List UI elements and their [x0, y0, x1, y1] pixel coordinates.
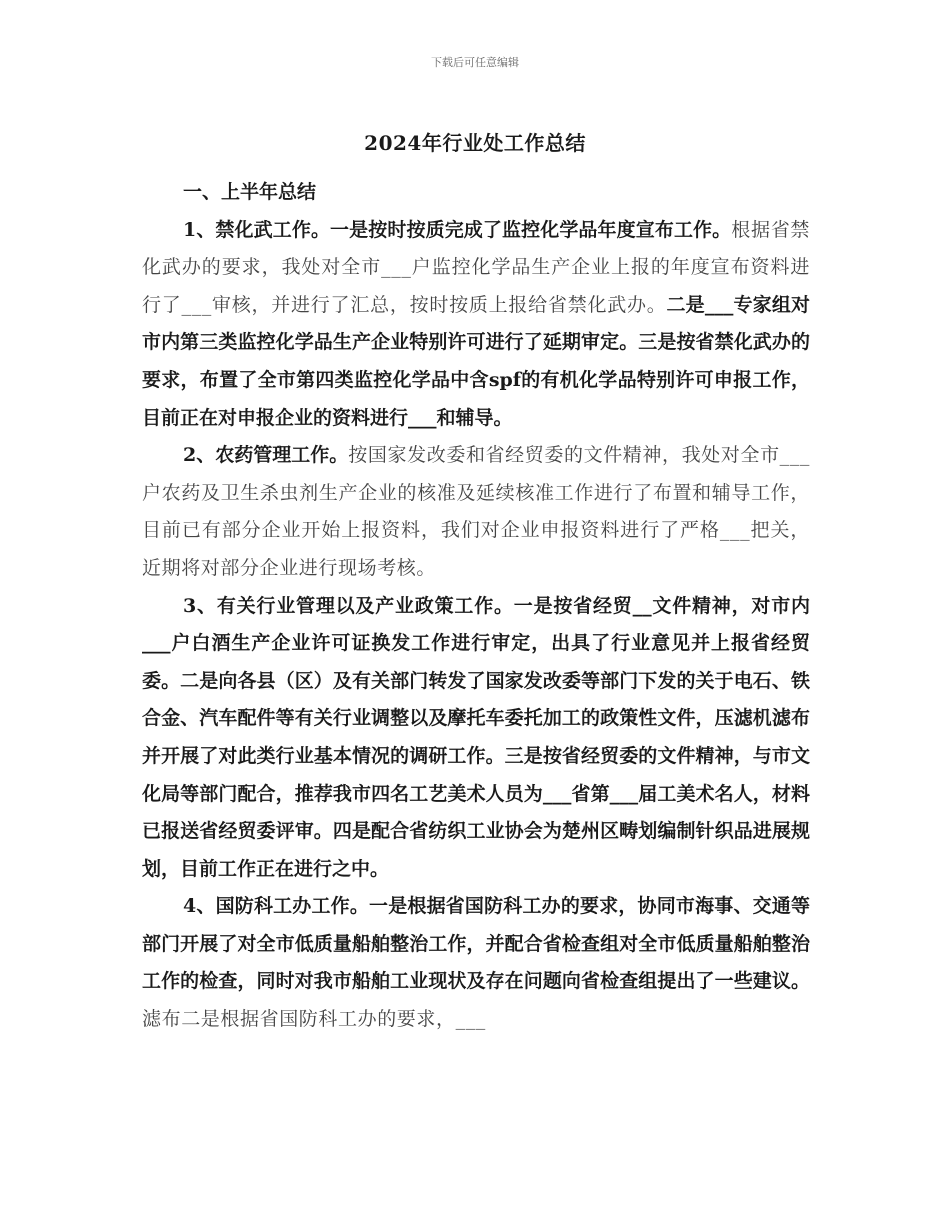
- paragraph-4-lead: 4、国防科工办工作。一是根据省国防科工办的要求，协同市海事、交通等部门开展了对全市低质量船舶整治工作，并配合省检查组对全市低质量船舶整治工作的检查，同时对我市船舶工业现状及存在问题向省检查组提出了一些建议。: [142, 895, 810, 993]
- paragraph-1: [142, 212, 810, 438]
- section-heading: 一、上半年总结: [183, 181, 317, 203]
- document-body: [142, 174, 810, 1039]
- paragraph-1-detail: 根据省禁化武办的要求，我处对全市___户监控化学品生产企业上报的年度宣布资料进行了___审核，并进行了汇总，按时按质上报给省禁化武办。: [142, 218, 810, 316]
- document-title: 2024年行业处工作总结: [364, 131, 586, 155]
- paragraph-2-detail: 按国家发改委和省经贸委的文件精神，我处对全市___户农药及卫生杀虫剂生产企业的核准及延续核准工作进行了布置和辅导工作，目前已有部分企业开始上报资料，我们对企业申报资料进行了严格___把关，近期将对部分企业进行现场考核。: [142, 444, 810, 579]
- paragraph-2: [142, 437, 810, 587]
- page-header-note: 下载后可任意编辑: [431, 56, 519, 69]
- paragraph-3: 3、有关行业管理以及产业政策工作。一是按省经贸__文件精神，对市内___户白酒生产企业许可证换发工作进行审定，出具了行业意见并上报省经贸委。二是向各县（区）及有关部门转发了国家发改委等部门下发的关于电石、铁合金、汽车配件等有关行业调整以及摩托车委托加工的政策性文件，压滤机滤布并开展了对此类行业基本情况的调研工作。三是按省经贸委的文件精神，与市文化局等部门配合，推荐我市四名工艺美术人员为___省第___届工美术名人，材料已报送省经贸委评审。四是配合省纺织工业协会为楚州区畴划编制针织品进展规划，目前工作正在进行之中。: [142, 594, 810, 880]
- paragraph-4-detail: 滤布二是根据省国防科工办的要求，___: [142, 1008, 486, 1031]
- paragraph-1-tail: 二是___专家组对市内第三类监控化学品生产企业特别许可进行了延期审定。三是按省禁化武办的要求，布置了全市第四类监控化学品中含spf的有机化学品特别许可申报工作，目前正在对申报企业的资料进行___和辅导。: [142, 293, 810, 429]
- paragraph-2-lead: 2、农药管理工作。: [183, 444, 349, 467]
- paragraph-4: [142, 888, 810, 1038]
- paragraph-1-lead: 1、禁化武工作。一是按时按质完成了监控化学品年度宣布工作。: [183, 218, 732, 241]
